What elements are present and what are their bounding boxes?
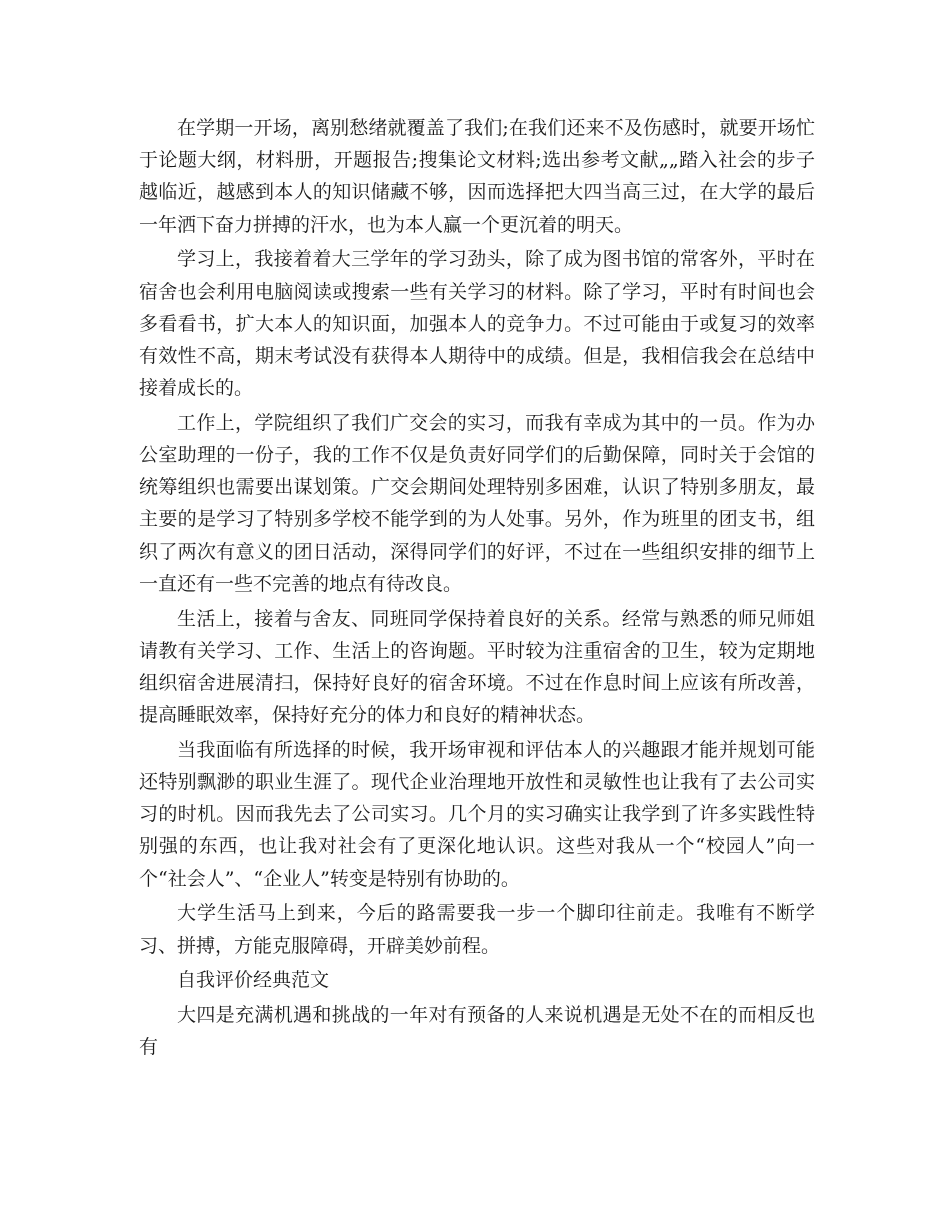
paragraph-conclusion: 大学生活马上到来，今后的路需要我一步一个脚印往前走。我唯有不断学习、拼搏，方能克服障碍，开辟美妙前程。 bbox=[139, 902, 815, 957]
section-heading: 自我评价经典范文 bbox=[177, 969, 330, 992]
paragraph-work: 工作上，学院组织了我们广交会的实习，而我有幸成为其中的一员。作为办公室助理的一份子，我的工作不仅是负责好同学们的后勤保障，同时关于会馆的统筹组织也需要出谋划策。广交会期间处理特别多困难，认识了特别多朋友，最主要的是学习了特别多学校不能学到的为人处事。另外，作为班里的团支书，组织了两次有意义的团日活动，深得同学们的好评，不过在一些组织安排的细节上一直还有一些不完善的地点有待改良。 bbox=[139, 411, 815, 595]
paragraph-career: 当我面临有所选择的时候，我开场审视和评估本人的兴趣跟才能并规划可能还特别飘渺的职业生涯了。现代企业治理地开放性和灵敏性也让我有了去公司实习的时机。因而我先去了公司实习。几个月的实习确实让我学到了许多实践性特别强的东西，也让我对社会有了更深化地认识。这些对我从一个“校园人”向一个“社会人”、“企业人”转变是特别有协助的。 bbox=[139, 738, 815, 890]
paragraph-intro: 在学期一开场，离别愁绪就覆盖了我们;在我们还来不及伤感时，就要开场忙于论题大纲，材料册，开题报告;搜集论文材料;选出参考文献„„踏入社会的步子越临近，越感到本人的知识储藏不够，因而选择把大四当高三过，在大学的最后一年洒下奋力拼搏的汗水，也为本人赢一个更沉着的明天。 bbox=[139, 117, 815, 236]
document-body bbox=[139, 112, 815, 1066]
paragraph-study: 学习上，我接着着大三学年的学习劲头，除了成为图书馆的常客外，平时在宿舍也会利用电脑阅读或搜索一些有关学习的材料。除了学习，平时有时间也会多看看书，扩大本人的知识面，加强本人的竞争力。不过可能由于或复习的效率有效性不高，期末考试没有获得本人期待中的成绩。但是，我相信我会在总结中接着成长的。 bbox=[139, 248, 815, 400]
paragraph-fragment: 大四是充满机遇和挑战的一年对有预备的人来说机遇是无处不在的而相反也有 bbox=[139, 1003, 815, 1059]
paragraph-life: 生活上，接着与舍友、同班同学保持着良好的关系。经常与熟悉的师兄师姐请教有关学习、工作、生活上的咨询题。平时较为注重宿舍的卫生，较为定期地组织宿舍进展清扫，保持好良好的宿舍环境。不过在作息时间上应该有所改善，提高睡眠效率，保持好充分的体力和良好的精神状态。 bbox=[139, 607, 815, 727]
